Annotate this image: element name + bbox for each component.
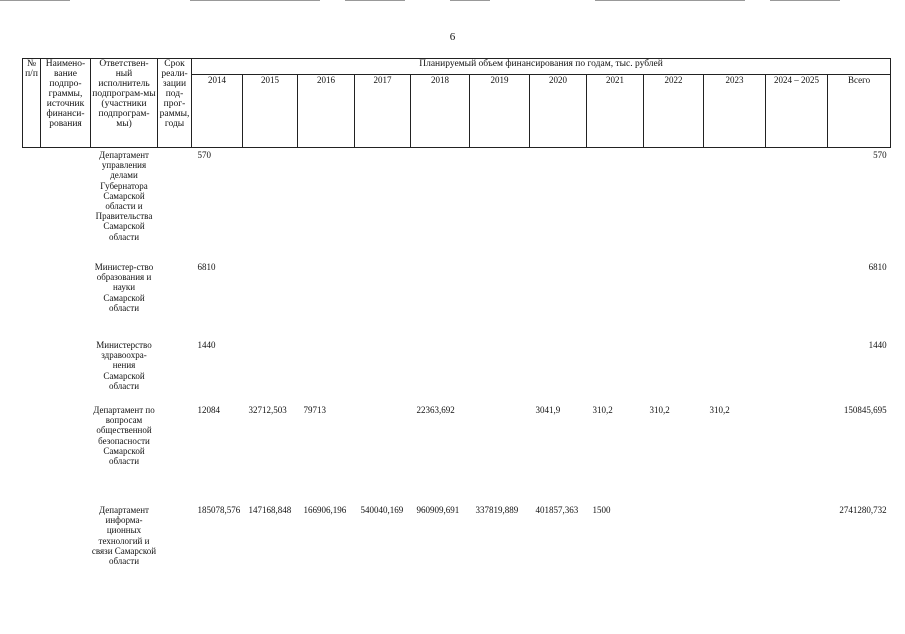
value-cell: 960909,691 xyxy=(416,505,460,515)
value-cell xyxy=(644,338,704,403)
value-cell xyxy=(298,260,355,338)
value-cell: 310,2 xyxy=(592,405,613,415)
header-no: № п/п xyxy=(23,59,41,148)
value-cell: 401857,363 xyxy=(535,505,579,515)
scan-top-edge xyxy=(0,0,905,3)
value-cell: 32712,503 xyxy=(248,405,287,415)
header-year: 2014 xyxy=(192,75,243,148)
value-cell xyxy=(704,260,766,338)
value-cell xyxy=(766,148,828,261)
header-year: 2020 xyxy=(530,75,587,148)
value-cell: 310,2 xyxy=(649,405,670,415)
value-cell xyxy=(587,148,644,261)
value-cell: 337819,889 xyxy=(475,505,519,515)
value-cell xyxy=(587,338,644,403)
value-cell xyxy=(470,148,530,261)
header-year: 2023 xyxy=(704,75,766,148)
value-cell xyxy=(530,148,587,261)
financing-table xyxy=(22,58,891,585)
value-cell xyxy=(704,503,766,585)
header-year: 2016 xyxy=(298,75,355,148)
executor-cell: Департамент информа-ционных технологий и связи Самарской области xyxy=(91,505,157,567)
header-year: 2015 xyxy=(243,75,298,148)
value-cell xyxy=(243,338,298,403)
header-term: Срок реали-зации под-прог-раммы, годы xyxy=(158,59,192,148)
table-row xyxy=(23,403,891,503)
value-cell xyxy=(243,260,298,338)
total-cell: 1440 xyxy=(868,340,887,350)
value-cell: 570 xyxy=(197,150,211,160)
value-cell xyxy=(766,503,828,585)
value-cell xyxy=(470,403,530,503)
value-cell xyxy=(470,260,530,338)
header-year: 2021 xyxy=(587,75,644,148)
header-year: 2022 xyxy=(644,75,704,148)
table-row xyxy=(23,260,891,338)
value-cell xyxy=(411,148,470,261)
value-cell: 540040,169 xyxy=(360,505,404,515)
value-cell: 166906,196 xyxy=(303,505,347,515)
value-cell: 22363,692 xyxy=(416,405,455,415)
value-cell xyxy=(766,403,828,503)
header-year: 2018 xyxy=(411,75,470,148)
value-cell xyxy=(298,338,355,403)
value-cell xyxy=(530,260,587,338)
table-row xyxy=(23,148,891,261)
value-cell xyxy=(766,260,828,338)
value-cell xyxy=(243,148,298,261)
value-cell xyxy=(587,260,644,338)
header-financing-group: Планируемый объем финансирования по годам, тыс. рублей xyxy=(192,59,891,75)
value-cell: 1500 xyxy=(592,505,611,515)
value-cell xyxy=(644,148,704,261)
value-cell xyxy=(644,260,704,338)
value-cell xyxy=(704,148,766,261)
executor-cell: Министер-ство образования и науки Самарской области xyxy=(94,262,154,313)
header-year: 2019 xyxy=(470,75,530,148)
value-cell: 185078,576 xyxy=(197,505,241,515)
total-cell: 570 xyxy=(873,150,887,160)
header-subprogram-name: Наимено-вание подпро-граммы, источник финанси-рования xyxy=(41,59,91,148)
value-cell xyxy=(355,338,411,403)
total-cell: 6810 xyxy=(868,262,887,272)
executor-cell: Департамент по вопросам общественной безопасности Самарской области xyxy=(93,405,155,467)
table-row xyxy=(23,338,891,403)
executor-cell: Министерство здравоохра-нения Самарской области xyxy=(96,340,152,391)
value-cell: 3041,9 xyxy=(535,405,561,415)
value-cell xyxy=(298,148,355,261)
value-cell xyxy=(411,260,470,338)
value-cell: 79713 xyxy=(303,405,326,415)
value-cell: 6810 xyxy=(197,262,216,272)
executor-cell: Департамент управления делами Губернатора Самарской области и Правительства Самарской области xyxy=(95,150,153,242)
header-year: 2024 – 2025 xyxy=(766,75,828,148)
header-executor: Ответствен-ный исполнитель подпрограм-мы (участники подпрограм-мы) xyxy=(91,59,158,148)
value-cell xyxy=(704,338,766,403)
value-cell: 12084 xyxy=(197,405,220,415)
total-cell: 2741280,732 xyxy=(839,505,887,515)
value-cell xyxy=(766,338,828,403)
header-year: 2017 xyxy=(355,75,411,148)
value-cell xyxy=(470,338,530,403)
value-cell xyxy=(411,338,470,403)
total-cell: 150845,695 xyxy=(843,405,887,415)
value-cell: 1440 xyxy=(197,340,216,350)
header-total: Всего xyxy=(828,75,891,148)
value-cell: 310,2 xyxy=(709,405,730,415)
page-number: 6 xyxy=(449,31,456,43)
value-cell xyxy=(355,260,411,338)
value-cell: 147168,848 xyxy=(248,505,292,515)
value-cell xyxy=(355,403,411,503)
value-cell xyxy=(644,503,704,585)
value-cell xyxy=(355,148,411,261)
value-cell xyxy=(530,338,587,403)
table-row xyxy=(23,503,891,585)
